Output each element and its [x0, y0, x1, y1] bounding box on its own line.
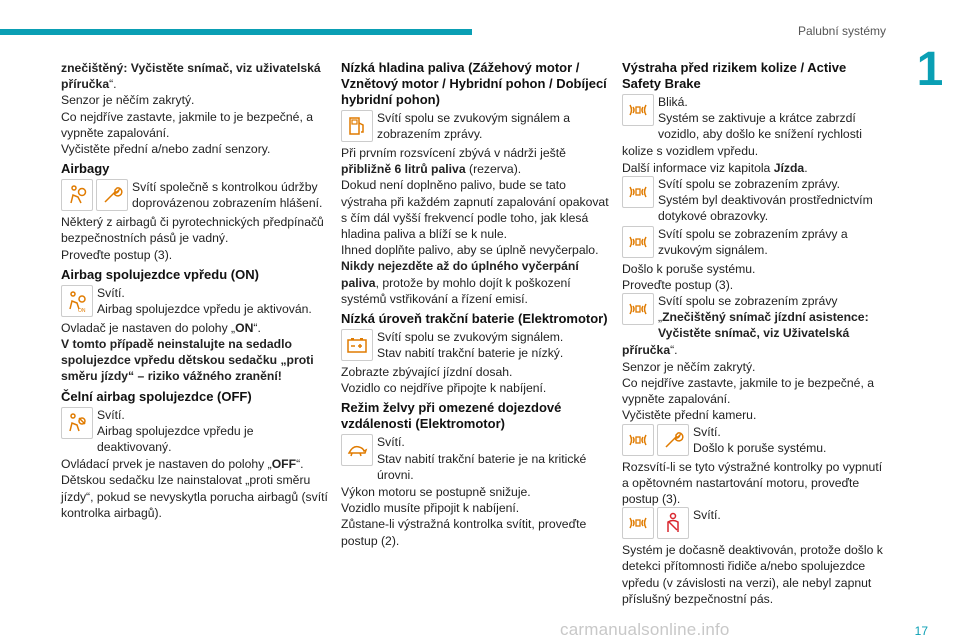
turtle-icon — [341, 434, 373, 466]
collision-entry-3: Svítí spolu se zobrazením zprávy a zvukovým signálem. — [622, 226, 888, 260]
airbag-off-entry: Svítí. Airbag spolujezdce vpředu je deaktivovaný. — [61, 407, 331, 456]
airbag-on-heading: Airbag spolujezdce vpředu (ON) — [61, 266, 259, 282]
wrench-icon — [657, 424, 689, 456]
fuel-entry: Svítí spolu se zvukovým signálem a zobrazením zprávy. — [341, 110, 609, 144]
airbag-warning-icon — [61, 179, 93, 211]
airbag-off-heading: Čelní airbag spolujezdce (OFF) — [61, 388, 252, 404]
airbag-on-entry: ON Svítí. Airbag spolujezdce vpředu je aktivován. — [61, 285, 331, 319]
collision-warning-icon — [622, 507, 654, 539]
collision-heading: Výstraha před rizikem kolize / Active Safety Brake — [622, 60, 847, 91]
airbags-entry: Svítí společně s kontrolkou údržby doprovázenou zobrazením hlášení. — [61, 179, 331, 213]
battery-heading: Nízká úroveň trakční baterie (Elektromotor) — [341, 311, 608, 327]
battery-entry: Svítí spolu se zvukovým signálem. Stav nabití trakční baterie je nízký. — [341, 329, 609, 363]
intro-paragraph: znečištěný: Vyčistěte snímač, viz uživatelská příručka“. — [61, 61, 321, 92]
seatbelt-person-icon — [657, 507, 689, 539]
collision-entry-1: Bliká. Systém se zaktivuje a krátce zabrzdí vozidlo, aby došlo ke snížení rychlosti kolize s vozidlem vpředu. — [622, 95, 862, 158]
passenger-airbag-on-icon — [61, 285, 93, 317]
header-accent-bar — [0, 29, 472, 35]
collision-entry-2: Svítí spolu se zobrazením zprávy. Systém byl deaktivován prostřednictvím dotykové obrazovky. — [622, 176, 888, 225]
column-3: Výstraha před rizikem kolize / Active Safety Brake Bliká. Systém se zaktivuje a krátce zabrzdí vozidlo, aby došlo ke snížení rychlosti kolize s vozidlem vpředu. Další informace viz kapitola Jízda. Svítí spolu se zobrazením zprávy. Systém byl deaktivován prostřednictvím dotykové obrazovky. Svítí spolu se zobrazením zprávy a zvukovým signálem. Došlo k poruše systému. Proveďte postup (3). Svítí spolu se zobrazením zprávy „Znečištěný snímač jízdní asistence: Vyčistěte snímač, viz Uživatelská příručka“. Senzor je něčím zakrytý. Co nejdříve zastavte, jakmile to je bezpečné, a vypněte zapalování. Vyčistěte přední kameru. Svítí. Došlo k poruše systému. Rozsvítí-li se tyto výstražné kontrolky po vypnutí a opětovném nastartování motoru, proveďte postup (3). Svítí. Systém je dočasně deaktivován, protože došlo k detekci přítomnosti řidiče a/nebo spolujezdce vpředu (v závislosti na verzi), ale nebyl zapnut příslušný bezpečnostní pás. — [622, 60, 888, 607]
svg-text:ON: ON — [78, 307, 86, 313]
chapter-number: 1 — [916, 43, 944, 96]
intro-line: Senzor je něčím zakrytý. — [61, 93, 195, 108]
column-2: Nízká hladina paliva (Zážehový motor / Vznětový motor / Hybridní pohon / Dobíjecí hybridní pohon) Svítí spolu se zvukovým signálem a zobrazením zprávy. Při prvním rozsvícení zbývá v nádrži ještě přibližně 6 litrů paliva (rezerva). Dokud není doplněno palivo, bude se tato výstraha při každém zapnutí zapalování opakovat s čím dál vyšší frekvencí podle toho, jak klesá hladina paliva a blíží se k nule. Ihned doplňte palivo, aby se úplně nevyčerpalo. Nikdy nejezděte až do úplného vyčerpání paliva, protože by mohlo dojít k poškození systémů vstřikování a řízení emisí. Nízká úroveň trakční baterie (Elektromotor) Svítí spolu se zvukovým signálem. Stav nabití trakční baterie je nízký. Zobrazte zbývající jízdní dosah. Vozidlo co nejdříve připojte k nabíjení. Režim želvy při omezené dojezdové vzdálenosti (Elektromotor) Svítí. Stav nabití trakční baterie je na kritické úrovni. Výkon motoru se postupně snižuje. Vozidlo musíte připojit k nabíjení. Zůstane-li výstražná kontrolka svítit, proveďte postup (2). — [341, 60, 609, 548]
collision-entry-6: Svítí. — [622, 507, 888, 541]
collision-entry-5: Svítí. Došlo k poruše systému. — [622, 424, 888, 458]
collision-warning-icon — [622, 176, 654, 208]
turtle-heading: Režim želvy při omezené dojezdové vzdálenosti (Elektromotor) — [341, 400, 562, 432]
turtle-entry: Svítí. Stav nabití trakční baterie je na kritické úrovni. — [341, 434, 609, 483]
collision-warning-icon — [622, 424, 654, 456]
intro-line: Co nejdříve zastavte, jakmile to je bezpečné, a vypněte zapalování. — [61, 109, 314, 140]
fuel-pump-icon — [341, 110, 373, 142]
airbag-on-warning: V tomto případě neinstalujte na sedadlo spolujezdce vpředu dětskou sedačku „proti směru jízdy“ – riziko vážného zranění! — [61, 337, 314, 384]
column-1: znečištěný: Vyčistěte snímač, viz uživatelská příručka“. Senzor je něčím zakrytý. Co nejdříve zastavte, jakmile to je bezpečné, a vypněte zapalování. Vyčistěte přední a/nebo zadní senzory. Airbagy Svítí společně s kontrolkou údržby doprovázenou zobrazením hlášení. Některý z airbagů či pyrotechnických předpínačů bezpečnostních pásů je vadný. Proveďte postup (3). Airbag spolujezdce vpředu (ON) ON Svítí. Airbag spolujezdce vpředu je aktivován. Ovladač je nastaven do polohy „ON“. V tomto případě neinstalujte na sedadlo spolujezdce vpředu dětskou sedačku „proti směru jízdy“ – riziko vážného zranění! Čelní airbag spolujezdce (OFF) Svítí. Airbag spolujezdce vpředu je deaktivovaný. Ovládací prvek je nastaven do polohy „OFF“. Dětskou sedačku lze nainstalovat „proti směru jízdy“, pokud se nevyskytla porucha airbagů (svítí kontrolka airbagů). — [61, 60, 331, 521]
collision-warning-icon — [622, 293, 654, 325]
intro-line: Vyčistěte přední a/nebo zadní senzory. — [61, 142, 271, 157]
traction-battery-icon — [341, 329, 373, 361]
watermark: carmanualsonline.info — [560, 620, 730, 639]
collision-warning-icon — [622, 94, 654, 126]
section-title: Palubní systémy — [797, 24, 886, 38]
airbags-heading: Airbagy — [61, 161, 110, 177]
collision-entry-4: Svítí spolu se zobrazením zprávy „Znečištěný snímač jízdní asistence: Vyčistěte snímač, viz Uživatelská příručka“. — [622, 294, 869, 357]
page-number: 17 — [914, 624, 928, 638]
wrench-icon — [96, 179, 128, 211]
collision-warning-icon — [622, 226, 654, 258]
fuel-heading: Nízká hladina paliva (Zážehový motor / Vznětový motor / Hybridní pohon / Dobíjecí hybridní pohon) — [341, 60, 607, 107]
passenger-airbag-off-icon — [61, 407, 93, 439]
